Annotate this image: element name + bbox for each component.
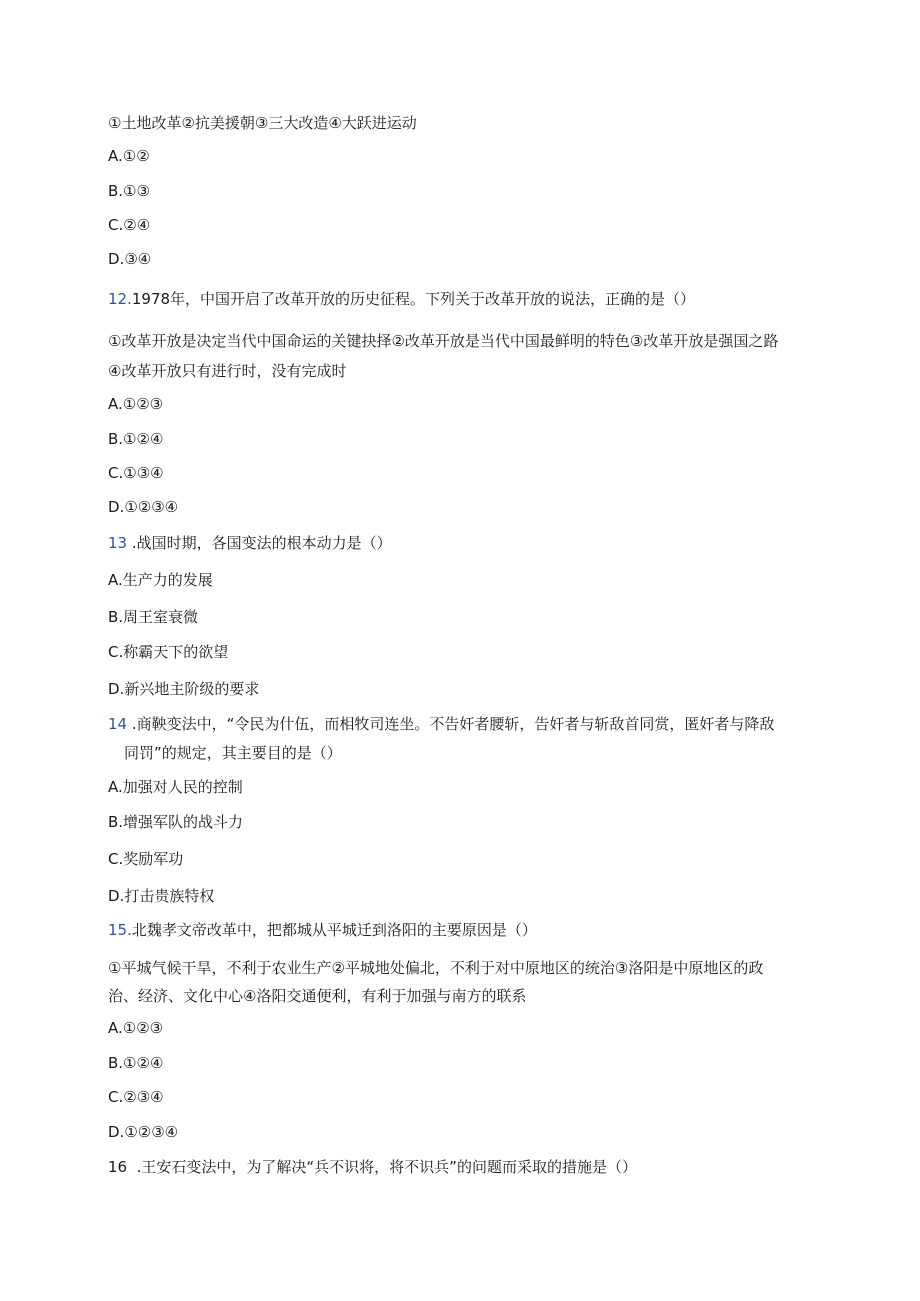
q11-option-b: B.①③ xyxy=(108,182,150,200)
q12-stem-line xyxy=(108,289,695,309)
q14-option-d: D.打击贵族特权 xyxy=(108,887,215,905)
q14-stem-line2: 同罚”的规定，其主要目的是（） xyxy=(124,744,342,762)
q15-option-c: C.②③④ xyxy=(108,1088,164,1106)
q11-option-c: C.②④ xyxy=(108,216,151,234)
q15-number: 15. xyxy=(108,921,132,939)
q15-statement-line1: ①平城气候干旱，不利于农业生产②平城地处偏北，不利于对中原地区的统治③洛阳是中原地区的政 xyxy=(108,959,764,977)
q13-number: 13 xyxy=(108,534,128,552)
q16-stem: .王安石变法中，为了解决“兵不识将，将不识兵”的问题而采取的措施是（） xyxy=(127,1158,637,1176)
q11-option-d: D.③④ xyxy=(108,250,152,268)
q14-number: 14 xyxy=(108,715,128,733)
q12-option-b: B.①②④ xyxy=(108,430,164,448)
q15-stem-line xyxy=(108,920,537,940)
q14-option-a: A.加强对人民的控制 xyxy=(108,778,243,796)
q12-statement-line2: ④改革开放只有进行时，没有完成时 xyxy=(108,362,347,380)
q15-option-d: D.①②③④ xyxy=(108,1123,179,1141)
q14-stem-part1: .商鞅变法中，“令民为什伍，而相牧司连坐。不告奸者腰斩，告奸者与斩敌首同赏，匿奸者与降敌 xyxy=(127,715,775,733)
q14-option-c: C.奖励军功 xyxy=(108,850,184,868)
q12-option-c: C.①③④ xyxy=(108,464,164,482)
q15-stem: 北魏孝文帝改革中，把都城从平城迁到洛阳的主要原因是（） xyxy=(131,921,537,939)
q14-option-b: B.增强军队的战斗力 xyxy=(108,813,244,831)
q16-stem-line xyxy=(108,1157,637,1177)
q13-option-a: A.生产力的发展 xyxy=(108,571,213,589)
q12-number: 12. xyxy=(108,290,132,308)
q16-number: 16 xyxy=(108,1158,128,1176)
q12-option-d: D.①②③④ xyxy=(108,498,179,516)
q13-option-d: D.新兴地主阶级的要求 xyxy=(108,680,260,698)
q12-statement-line1: ①改革开放是决定当代中国命运的关键抉择②改革开放是当代中国最鲜明的特色③改革开放是强国之路 xyxy=(108,332,779,350)
q13-stem: .战国时期，各国变法的根本动力是（） xyxy=(127,534,392,552)
q13-option-c: C.称霸天下的欲望 xyxy=(108,643,229,661)
q11-option-a: A.①② xyxy=(108,147,150,165)
q12-option-a: A.①②③ xyxy=(108,395,164,413)
q12-stem: 1978年，中国开启了改革开放的历史征程。下列关于改革开放的说法，正确的是（） xyxy=(131,290,696,308)
q15-option-a: A.①②③ xyxy=(108,1019,164,1037)
q15-statement-line2: 治、经济、文化中心④洛阳交通便利，有利于加强与南方的联系 xyxy=(108,987,527,1005)
q13-stem-line xyxy=(108,533,392,553)
q15-option-b: B.①②④ xyxy=(108,1054,164,1072)
q14-stem-line1 xyxy=(108,714,774,734)
q13-option-b: B.周王室衰微 xyxy=(108,608,199,626)
q11-statement: ①土地改革②抗美援朝③三大改造④大跃进运动 xyxy=(108,114,417,132)
